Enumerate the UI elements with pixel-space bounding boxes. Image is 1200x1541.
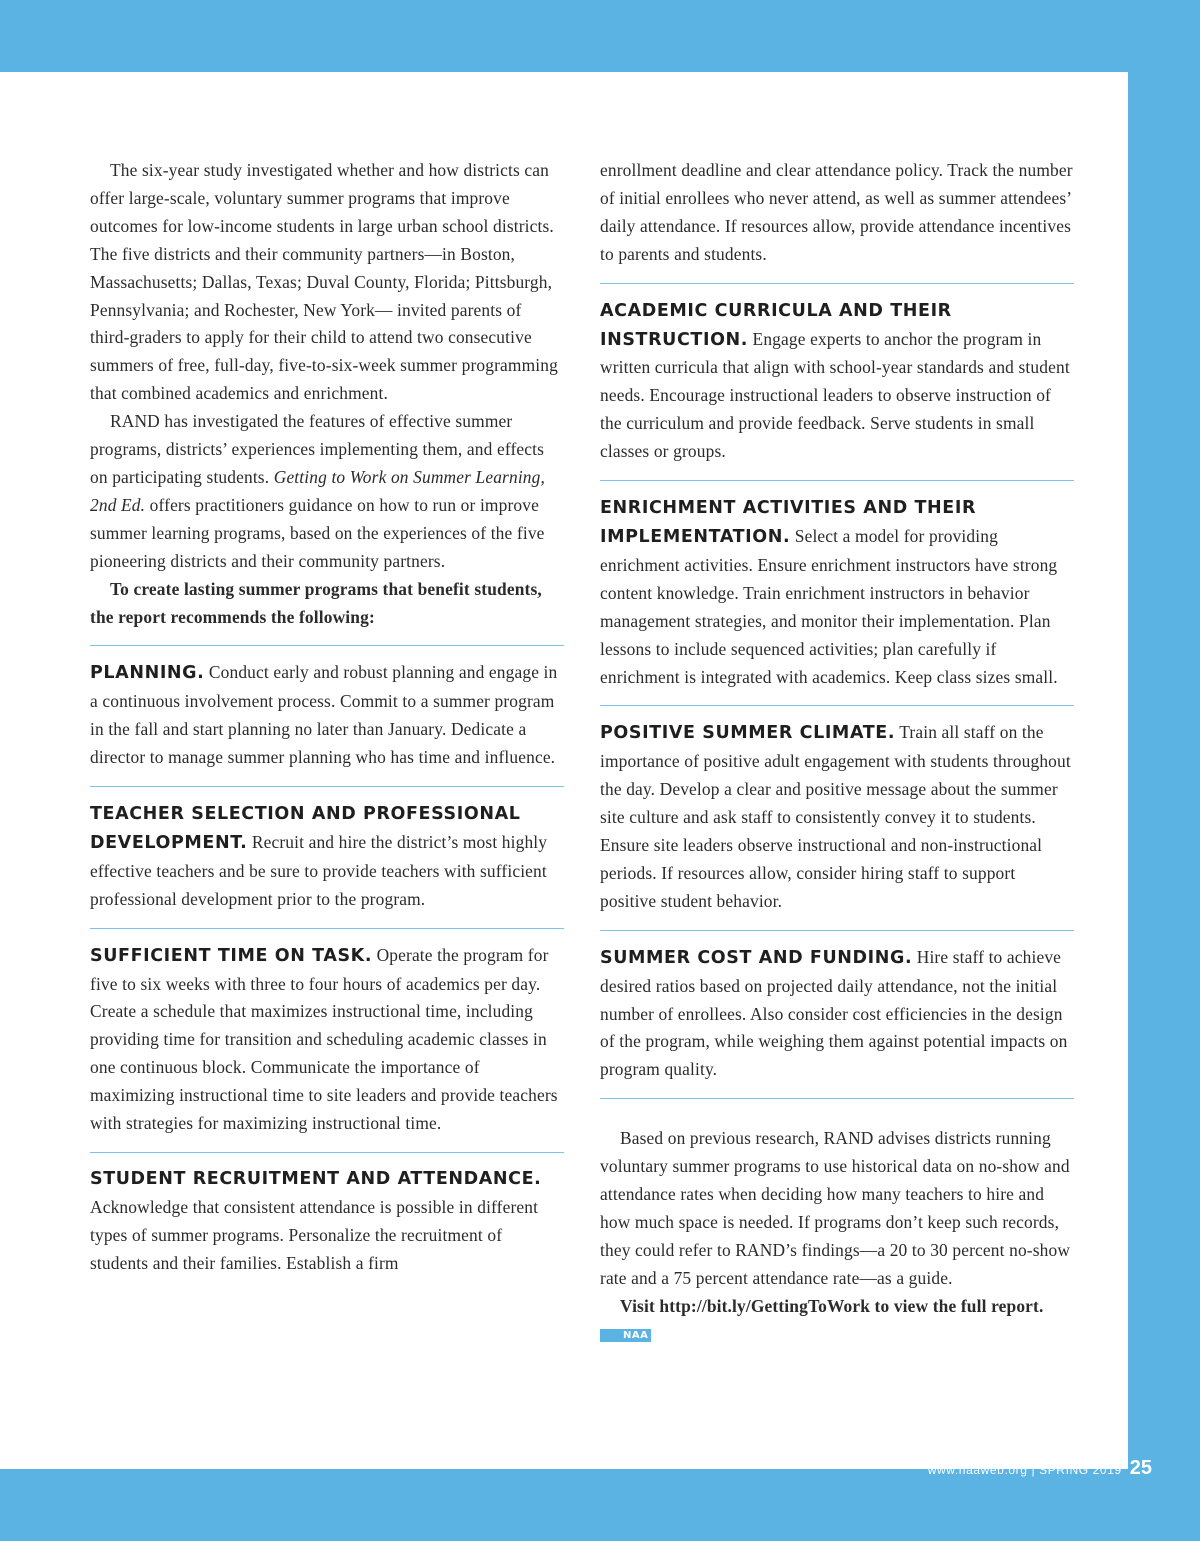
enrichment-text: Select a model for providing enrichment activities. Ensure enrichment instructors have strong content knowledge. Train enrichment instructors in behavior management strategies, and monitor their implementation. Plan lessons to include sequenced activities; plan carefully if enrichment is integrated with academics. Keep class sizes small. xyxy=(600,525,1058,687)
naa-end-mark-icon: NAA xyxy=(600,1329,651,1342)
time-text: Operate the program for five to six weeks with three to four hours of academics per day. Create a schedule that maximizes instructional time, including providing time for transition and scheduling academic classes in one continuous block. Communicate the importance of maximizing instructional time to site leaders and provide teachers with strategies for maximizing instructional time. xyxy=(90,944,558,1134)
cost-heading: SUMMER COST AND FUNDING. xyxy=(600,947,913,968)
section-divider xyxy=(600,1098,1074,1099)
time-heading: SUFFICIENT TIME ON TASK. xyxy=(90,945,373,966)
intro-text-b: offers practitioners guidance on how to run or improve summer learning programs, based on the experiences of the five pioneering districts and their community partners. xyxy=(90,494,545,571)
intro-paragraph-1: The six-year study investigated whether and how districts can offer large-scale, voluntary summer programs that improve outcomes for low-income students in large urban school districts. The five districts and their community partners—in Boston, Massachusetts; Dallas, Texas; Duval County, Florida; Pittsburgh, Pennsylvania; and Rochester, New York— invited parents of third-graders to apply for their child to attend two consecutive summers of free, full-day, five-to-six-week summer programming that combined academics and enrichment. xyxy=(90,160,558,404)
teacher-text: Recruit and hire the district’s most highly effective teachers and be sure to provide teachers with sufficient professional development prior to the program. xyxy=(90,831,548,909)
page-footer xyxy=(928,1457,1152,1480)
page-body xyxy=(0,72,1128,1469)
intro-paragraph-2 xyxy=(90,408,564,575)
section-divider xyxy=(90,1152,564,1153)
section-divider xyxy=(600,930,1074,931)
section-divider xyxy=(600,283,1074,284)
right-column xyxy=(600,157,1074,1349)
report-link-paragraph xyxy=(600,1293,1074,1349)
report-link[interactable]: Visit http://bit.ly/GettingToWork to view the full report. xyxy=(620,1295,1044,1316)
section-divider xyxy=(90,786,564,787)
section-divider xyxy=(600,480,1074,481)
cost-text: Hire staff to achieve desired ratios based on projected daily attendance, not the initial number of enrollees. Also consider cost efficiencies in the design of the program, while weighing them against potential impacts on program quality. xyxy=(600,946,1068,1080)
teacher-heading: TEACHER SELECTION AND PROFESSIONAL DEVELOPMENT. xyxy=(90,804,521,853)
enrichment-heading: ENRICHMENT ACTIVITIES AND THEIR IMPLEMENTATION. xyxy=(600,498,977,547)
teacher-section xyxy=(90,800,564,914)
academic-heading: ACADEMIC CURRICULA AND THEIR INSTRUCTION. xyxy=(600,300,952,350)
planning-text: Conduct early and robust planning and engage in a continuous involvement process. Commit to a summer program in the fall and start planning no later than January. Dedicate a director to manage summer planning who has time and influence. xyxy=(90,662,558,768)
intro-text-a: RAND has investigated the features of effective summer programs, districts’ experiences implementing them, and effects on participating students. xyxy=(90,411,545,487)
recruit-continued: enrollment deadline and clear attendance policy. Track the number of initial enrollees who never attend, as well as summer attendees’ daily attendance. If resources allow, provide attendance incentives to parents and students. xyxy=(600,160,1073,264)
time-section xyxy=(90,942,564,1138)
planning-section xyxy=(90,659,564,772)
footer-site-issue: www.naaweb.org | SPRING 2019 xyxy=(927,1463,1122,1477)
recruit-heading: STUDENT RECRUITMENT AND ATTENDANCE. xyxy=(90,1169,542,1189)
section-divider xyxy=(600,705,1074,706)
closing-paragraph: Based on previous research, RAND advises districts running voluntary summer programs to use historical data on no-show and attendance rates when deciding how many teachers to hire and how much space is needed. If programs don’t keep such records, they could refer to RAND’s findings—a 20 to 30 percent no-show rate and a 75 percent attendance rate—as a guide. xyxy=(600,1128,1071,1288)
climate-heading: POSITIVE SUMMER CLIMATE. xyxy=(600,723,896,744)
page-number: 25 xyxy=(1129,1457,1152,1479)
academic-text: Engage experts to anchor the program in written curricula that align with school-year standards and student needs. Encourage instructional leaders to observe instruction of the curriculum and provide feedback. Serve students in small classes or groups. xyxy=(600,328,1070,462)
academic-section xyxy=(600,297,1074,466)
recommendations-lead: To create lasting summer programs that benefit students, the report recommends the following: xyxy=(90,578,542,627)
report-title: Getting to Work on Summer Learning, 2nd Ed. xyxy=(90,466,545,515)
section-divider xyxy=(90,928,564,929)
spacer xyxy=(600,1112,1074,1125)
left-column xyxy=(90,157,564,1278)
cost-section xyxy=(600,944,1074,1085)
climate-section xyxy=(600,719,1074,915)
recruit-text: Acknowledge that consistent attendance is possible in different types of summer programs. Personalize the recruitment of students and their families. Establish a firm xyxy=(90,1196,539,1273)
planning-heading: PLANNING. xyxy=(90,663,205,684)
section-divider xyxy=(90,645,564,646)
enrichment-section xyxy=(600,494,1074,691)
climate-text: Train all staff on the importance of positive adult engagement with students throughout the day. Develop a clear and positive message about the summer site culture and ask staff to consistently convey it to students. Ensure site leaders observe instructional and non-instructional periods. If resources allow, consider hiring staff to support positive student behavior. xyxy=(600,722,1071,911)
